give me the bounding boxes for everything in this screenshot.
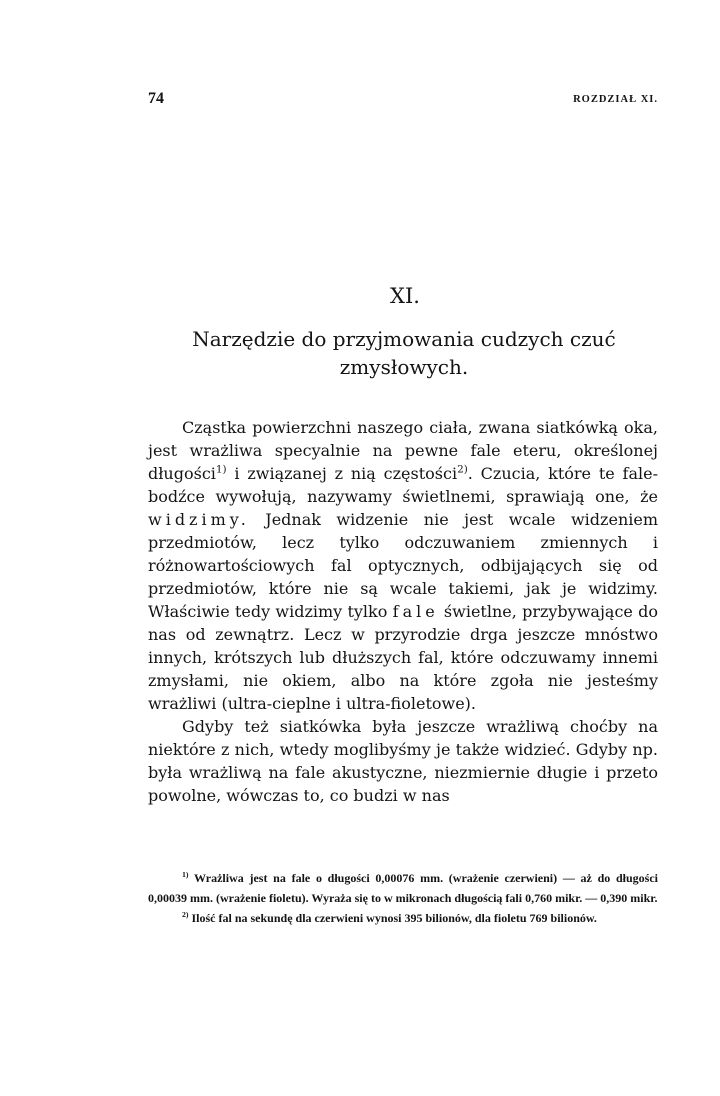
footnote-ref-2: 2) <box>457 463 468 476</box>
footnote-marker: 2) <box>182 910 189 919</box>
emphasis-spaced: fale <box>392 602 439 621</box>
footnote-1 <box>148 868 658 908</box>
paragraph-2: Gdyby też siatkówka była jeszcze wrażliwą choćby na niektóre z nich, wtedy moglibyśmy je także widzieć. Gdyby np. była wrażliwą na fale akustyczne, niezmiernie długie i przeto powolne, wówczas to, co budzi w nas <box>148 717 658 805</box>
footnotes <box>148 868 658 928</box>
text-run: . Czucia, które te fale-bodźce wywołują, nazywamy świetlnemi, sprawiają one, że <box>148 464 659 506</box>
text-run: świetlne, przybywające do nas od zewnątrz. Lecz w przyrodzie drga jeszcze mnóstwo innych, krótszych lub dłuższych fal, które odczuwamy innemi zmysłami, nie okiem, albo na które zgoła nie jesteśmy wrażliwi (ultra-cieplne i ultra-fioletowe). <box>148 602 658 713</box>
emphasis-spaced: widzimy. <box>148 510 250 529</box>
page-number: 74 <box>148 90 164 107</box>
text-run: i związanej z nią częstości <box>226 464 458 483</box>
chapter-number: XI. <box>390 284 420 308</box>
footnote-text: Ilość fal na sekundę dla czerwieni wynosi 395 bilionów, dla fioletu 769 bilionów. <box>188 911 597 925</box>
footnote-ref-1: 1) <box>215 463 227 476</box>
text-run: Cząstka powierzchni naszego ciała, zwana siatkówką oka, jest wrażliwa specyalnie na pewne fale eteru, określonej długości <box>148 418 658 483</box>
text-run: Jednak widzenie nie jest wcale widzeniem przedmiotów, lecz tylko odczuwaniem zmiennych i różnowartościowych fal optycznych, odbijających się od przedmiotów, które nie są wcale takiemi, jak je widzimy. Właściwie tedy widzimy tylko <box>148 510 658 621</box>
footnote-text: Wrażliwa jest na fale o długości 0,00076 mm. (wrażenie czerwieni) — aż do długości 0,00039 mm. (wrażenie fioletu). Wyraża się to w mikronach długością fali 0,760 mikr. — 0,390 mikr. <box>148 871 658 905</box>
footnote-marker: 1) <box>182 870 189 879</box>
footnote-2 <box>148 908 658 928</box>
chapter-title: Narzędzie do przyjmowania cudzych czuć zmysłowych. <box>192 327 616 379</box>
paragraph-1 <box>148 416 658 715</box>
running-title: ROZDZIAŁ XI. <box>573 94 658 105</box>
body-text <box>148 416 658 807</box>
